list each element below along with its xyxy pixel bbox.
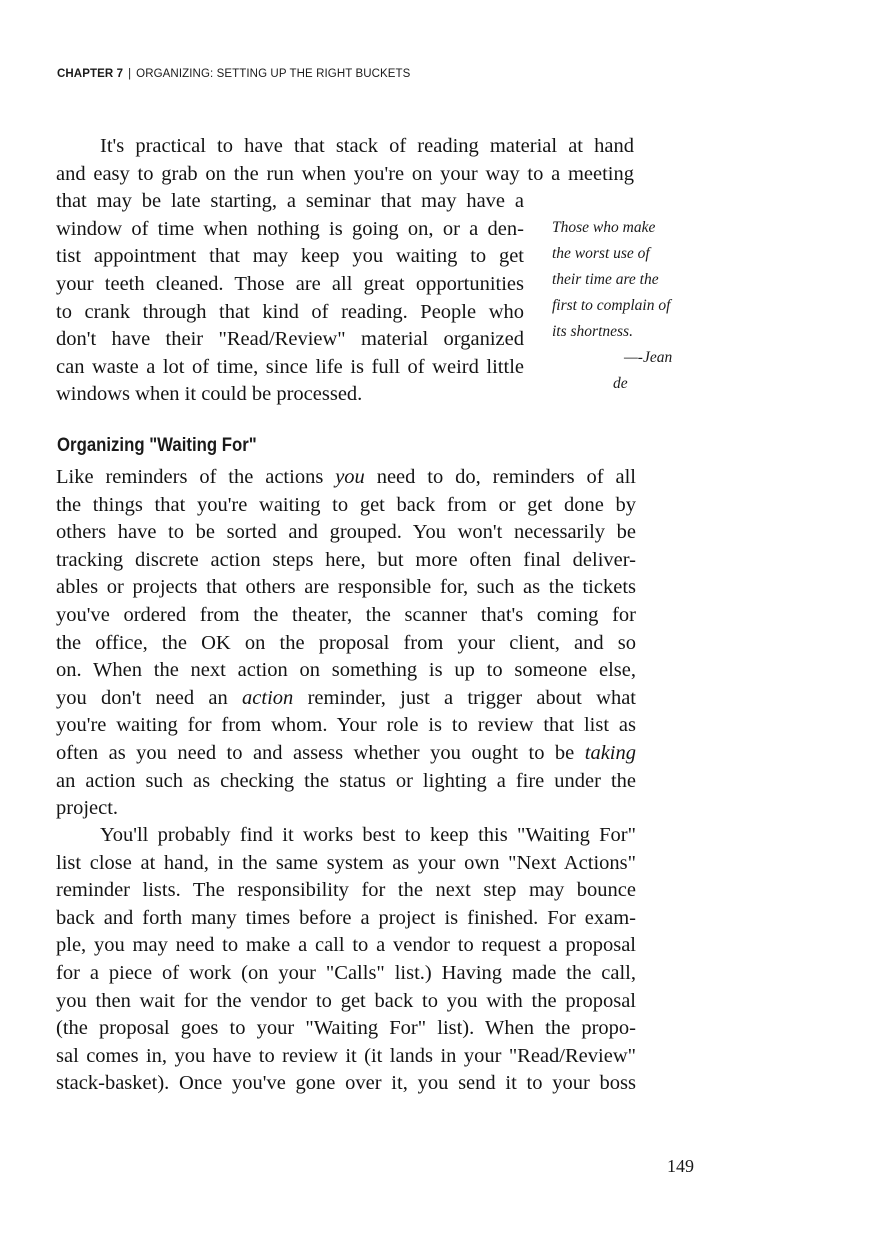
quote-line: the worst use of <box>552 245 650 262</box>
waiting-for-paragraph <box>56 464 636 823</box>
text-run: need to do, reminders of all <box>364 466 636 488</box>
paragraph-line: tist appointment that may keep you waiting to get <box>56 245 524 268</box>
sidebar-quote <box>552 215 702 397</box>
paragraph-line: the things that you're waiting to get back from or get done by <box>56 493 636 516</box>
paragraph-line: tracking discrete action steps here, but more often final deliver- <box>56 548 636 571</box>
paragraph-line: sal comes in, you have to review it (it lands in your "Read/Review" <box>56 1044 636 1067</box>
paragraph-line: an action such as checking the status or lighting a fire under the <box>56 769 636 792</box>
emphasis: you <box>335 466 365 488</box>
paragraph-line: can waste a lot of time, since life is full of weird little <box>56 355 524 378</box>
intro-paragraph <box>56 133 634 409</box>
quote-line: their time are the <box>552 271 659 288</box>
paragraph-line: for a piece of work (on your "Calls" list.) Having made the call, <box>56 961 636 984</box>
paragraph-line: reminder lists. The responsibility for the next step may bounce <box>56 879 636 902</box>
paragraph-line <box>56 464 636 492</box>
paragraph-line: stack-basket). Once you've gone over it, you send it to your boss <box>56 1072 636 1095</box>
paragraph-line: ables or projects that others are responsible for, such as the tickets <box>56 576 636 599</box>
paragraph-line: It's practical to have that stack of reading material at hand <box>100 135 634 157</box>
text-run: often as you need to and assess whether you ought to be <box>56 741 585 764</box>
quote-line: its shortness. <box>552 323 633 340</box>
paragraph-line: you then wait for the vendor to get back to you with the proposal <box>56 989 636 1012</box>
paragraph-line: you've ordered from the theater, the scanner that's coming for <box>56 603 636 626</box>
chapter-title: ORGANIZING: SETTING UP THE RIGHT BUCKETS <box>136 68 411 80</box>
chapter-label: CHAPTER 7 <box>57 68 124 80</box>
paragraph-line: window of time when nothing is going on, or a den- <box>56 217 524 240</box>
paragraph-line: the office, the OK on the proposal from your client, and so <box>56 631 636 654</box>
paragraph-line <box>56 685 636 713</box>
paragraph-line: back and forth many times before a project is finished. For exam- <box>56 906 636 929</box>
quote-attribution: de <box>613 375 628 392</box>
text-run: reminder, just a trigger about what <box>293 686 636 709</box>
waiting-list-paragraph <box>56 822 636 1098</box>
paragraph-line: windows when it could be processed. <box>56 383 363 406</box>
quote-attribution: —-Jean <box>624 349 673 366</box>
section-heading: Organizing "Waiting For" <box>57 434 257 456</box>
paragraph-line: ple, you may need to make a call to a vendor to request a proposal <box>56 934 636 957</box>
paragraph-line: don't have their "Read/Review" material organized <box>56 328 524 351</box>
text-run: Like reminders of the actions <box>56 466 336 488</box>
emphasis: taking <box>584 741 636 764</box>
header-separator: | <box>128 68 132 80</box>
paragraph-line: to crank through that kind of reading. People who <box>56 300 524 323</box>
paragraph-line: project. <box>56 797 119 820</box>
paragraph-line: your teeth cleaned. Those are all great opportunities <box>56 272 524 295</box>
paragraph-line: you're waiting for from whom. Your role is to review that list as <box>56 714 636 737</box>
text-run: you don't need an <box>56 686 243 709</box>
page-number: 149 <box>667 1156 694 1176</box>
running-header <box>57 68 410 80</box>
paragraph-line: and easy to grab on the run when you're on your way to a meeting <box>56 162 634 185</box>
quote-line: Those who make <box>552 219 656 236</box>
quote-line: first to complain of <box>552 297 671 314</box>
paragraph-line: list close at hand, in the same system as your own "Next Actions" <box>56 851 636 874</box>
paragraph-line: on. When the next action on something is up to someone else, <box>56 659 636 682</box>
paragraph-line: others have to be sorted and grouped. You won't necessarily be <box>56 521 636 544</box>
paragraph-line: (the proposal goes to your "Waiting For" list). When the propo- <box>56 1017 636 1040</box>
paragraph-line <box>56 740 636 768</box>
emphasis: action <box>242 686 294 709</box>
paragraph-line: You'll probably find it works best to keep this "Waiting For" <box>100 824 636 846</box>
paragraph-line: that may be late starting, a seminar that may have a <box>56 190 524 213</box>
